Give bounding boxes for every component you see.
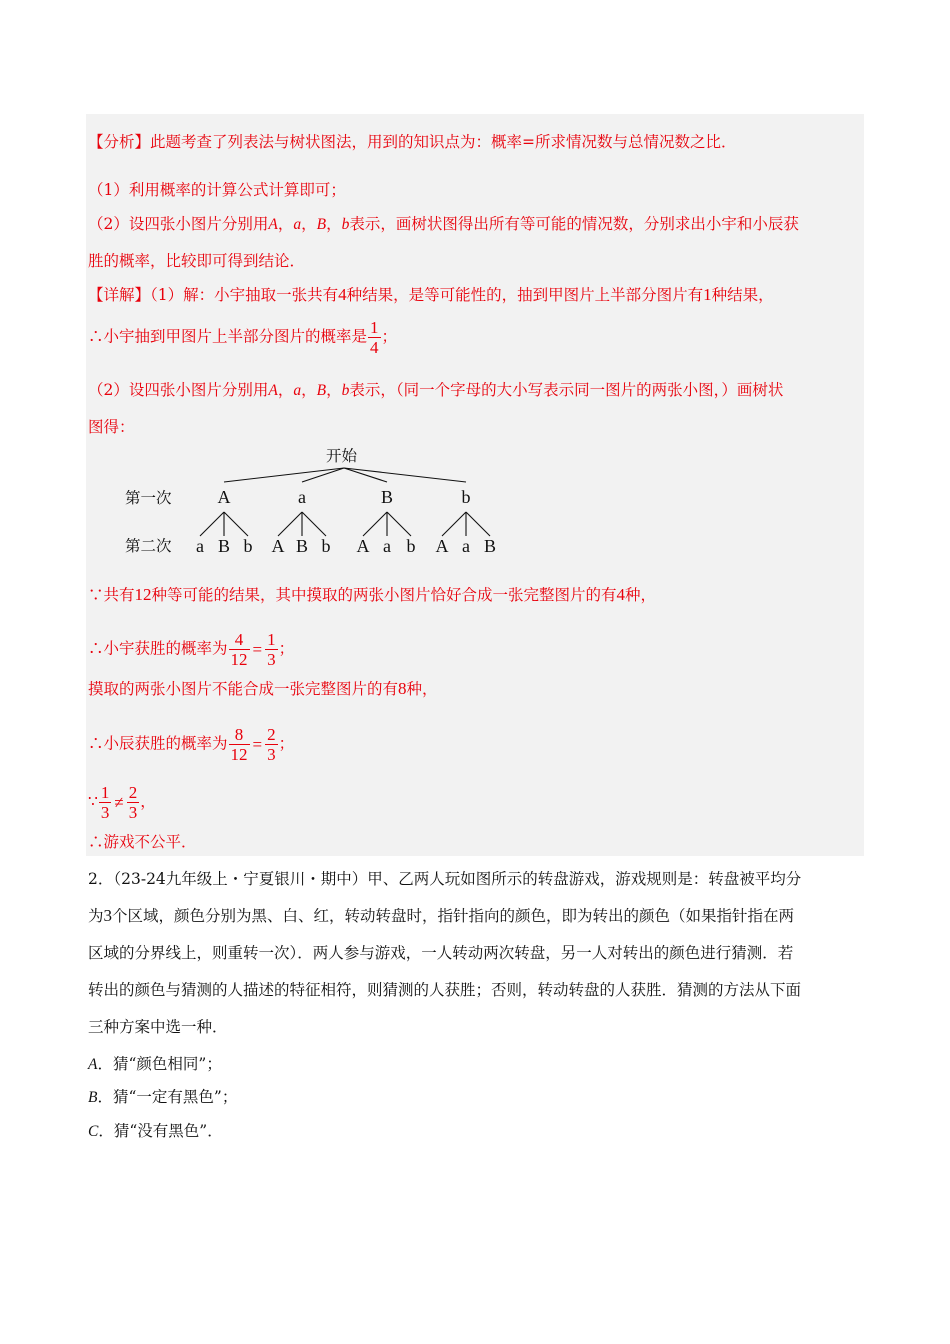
tree-branch xyxy=(363,512,387,536)
tree-first-node: a xyxy=(298,487,306,507)
tree-second-node: a xyxy=(196,536,204,556)
result-line5: ∵ $\frac{1}{3}$ ≠ $\frac{2}{3}$ ， xyxy=(88,783,156,822)
tree-second-node: b xyxy=(321,536,331,556)
detail-line3-cont: 图得： xyxy=(88,418,135,436)
question-line3: 区域的分界线上，则重转一次）．两人参与游戏，一人转动两次转盘，另一人对转出的颜色进行猜测．若 xyxy=(88,944,794,962)
tree-row2-label: 第二次 xyxy=(125,537,172,555)
tree-second-node: B xyxy=(217,536,231,556)
fraction: $\frac{1}{3}$ xyxy=(267,630,276,669)
tree-branch xyxy=(344,468,466,482)
analysis-step2-cont: 胜的概率，比较即可得到结论． xyxy=(88,252,306,270)
result-conclusion: ∴游戏不公平． xyxy=(88,833,197,851)
tree-second-node: a xyxy=(383,536,391,556)
result-line2: ∴小宇获胜的概率为 $\frac{4}{12}$ = $\frac{1}{3}$ ； xyxy=(88,630,295,669)
question-line4: 转出的颜色与猜测的人描述的特征相符，则猜测的人获胜；否则，转动转盘的人获胜．猜测的方法从下面 xyxy=(88,981,802,999)
tree-root: 开始 xyxy=(326,447,358,465)
analysis-line: 【分析】此题考查了列表法与树状图法，用到的知识点为：概率=所求情况数与总情况数之比． xyxy=(88,133,737,151)
option-c: C．猜“没有黑色”． xyxy=(88,1122,223,1140)
question-line1: 2．（23-24九年级上・宁夏银川・期中）甲、乙两人玩如图所示的转盘游戏，游戏规则是：转盘被平均分 xyxy=(88,870,802,888)
question-line5: 三种方案中选一种． xyxy=(88,1018,228,1036)
fraction: $\frac{2}{3}$ xyxy=(267,725,276,764)
tree-branch xyxy=(224,468,344,482)
option-b: B．猜“一定有黑色”； xyxy=(88,1088,238,1106)
tree-second-node: B xyxy=(483,536,497,556)
tree-second-node: A xyxy=(356,536,370,556)
fraction: $\frac{8}{12}$ xyxy=(230,725,248,764)
tree-first-node: A xyxy=(217,487,231,507)
tree-branch xyxy=(466,512,490,536)
option-a: A．猜“颜色相同”； xyxy=(88,1055,222,1073)
fraction: $\frac{1}{3}$ xyxy=(100,783,110,822)
tree-branch xyxy=(278,512,302,536)
detail-line3: （2）设四张小图片分别用A，a，B，b表示，（同一个字母的大小写表示同一图片的两张小图，）画树状 xyxy=(88,381,784,399)
tree-second-node: A xyxy=(271,536,285,556)
tree-branch xyxy=(200,512,224,536)
detail-line2: ∴小宇抽到甲图片上半部分图片的概率是 $\frac{1}{4}$ ； xyxy=(88,318,398,357)
tree-first-node: b xyxy=(461,487,471,507)
result-line1: ∵共有12种等可能的结果，其中摸取的两张小图片恰好合成一张完整图片的有4种， xyxy=(88,585,657,604)
tree-second-node: A xyxy=(435,536,449,556)
tree-branch xyxy=(442,512,466,536)
tree-second-node: b xyxy=(243,536,253,556)
tree-branch xyxy=(302,512,326,536)
analysis-step2: （2）设四张小图片分别用A，a，B，b表示，画树状图得出所有等可能的情况数，分别求出小宇和小辰获 xyxy=(88,215,799,233)
tree-second-node: a xyxy=(462,536,470,556)
analysis-step1: （1）利用概率的计算公式计算即可； xyxy=(88,181,346,199)
detail-tag: 【详解】 xyxy=(88,286,151,304)
tree-branch xyxy=(224,512,248,536)
fraction: $\frac{4}{12}$ xyxy=(230,630,248,669)
tree-second-node: B xyxy=(295,536,309,556)
question-line2: 为3个区域，颜色分别为黑、白、红，转动转盘时，指针指向的颜色，即为转出的颜色（如果指针指在两 xyxy=(88,906,795,925)
tree-branch xyxy=(387,512,411,536)
result-line4: ∴小辰获胜的概率为 $\frac{8}{12}$ = $\frac{2}{3}$ ； xyxy=(88,725,295,764)
tree-first-node: B xyxy=(380,487,394,507)
tree-row1-label: 第一次 xyxy=(125,489,172,507)
fraction: $\frac{2}{3}$ xyxy=(128,783,138,822)
tree-second-node: b xyxy=(406,536,416,556)
analysis-tag: 【分析】 xyxy=(88,133,151,151)
fraction: $\frac{1}{4}$ xyxy=(370,318,379,357)
result-line3: 摸取的两张小图片不能合成一张完整图片的有8种， xyxy=(88,679,438,698)
detail-line1: 【详解】（1）解：小宇抽取一张共有4种结果，是等可能性的，抽到甲图片上半部分图片有1种结果， xyxy=(88,285,774,304)
